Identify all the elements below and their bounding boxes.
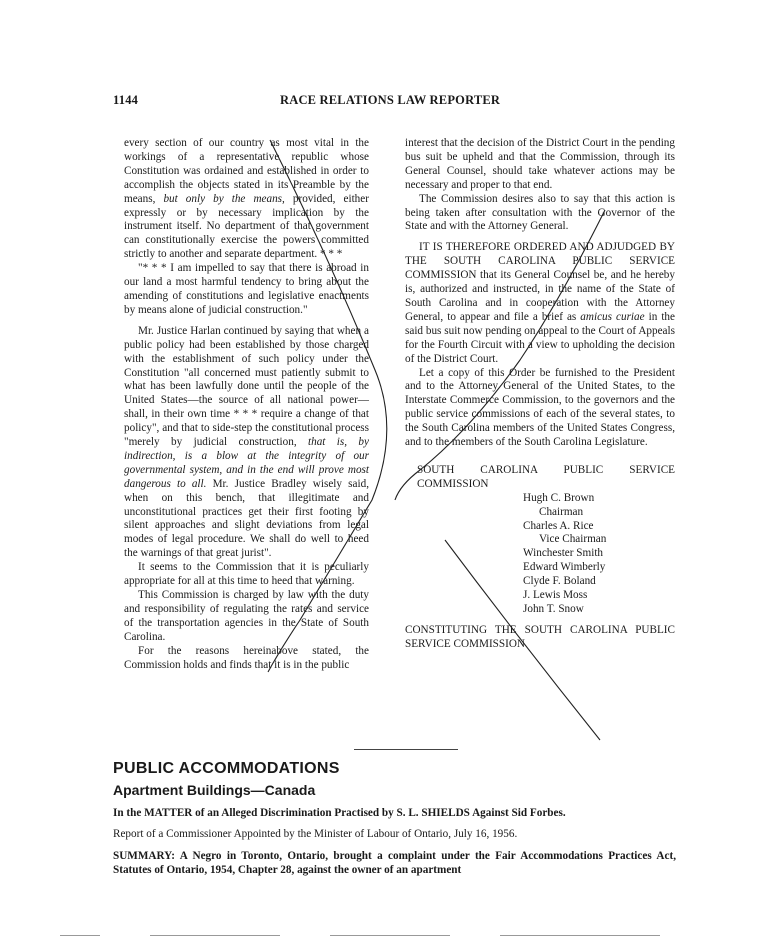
report-line: Report of a Commissioner Appointed by the Minister of Labour of Ontario, July 16, 1956.	[113, 828, 518, 840]
summary-text: A Negro in Toronto, Ontario, brought a complaint under the Fair Accommodations Practices Act, Statutes of Ontario, 1954, Chapter 28, against the owner of an apartment	[113, 850, 676, 876]
summary	[113, 849, 676, 877]
pen-stroke	[445, 540, 600, 740]
scan-mark	[150, 935, 280, 936]
page-number: 1144	[113, 93, 139, 107]
signer-name: Winchester Smith	[523, 547, 604, 560]
divider	[354, 749, 458, 750]
summary-label: SUMMARY:	[113, 850, 175, 862]
paragraph: It seems to the Commission that it is peculiarly appropriate for all at this time to heed that warning.	[124, 561, 369, 588]
paragraph: The Commission desires also to say that this action is being taken after consultation with the Governor of the State and with the Attorney General.	[405, 192, 675, 233]
paragraph: This Commission is charged by law with the duty and responsibility of regulating the rates and service of the transportation agencies in the State of South Carolina.	[124, 589, 369, 643]
signer-title: Chairman	[539, 505, 584, 518]
running-title: RACE RELATIONS LAW REPORTER	[280, 93, 501, 107]
scan-mark	[500, 935, 660, 936]
section-heading: PUBLIC ACCOMMODATIONS	[113, 760, 340, 777]
signer-name: Charles A. Rice	[523, 519, 594, 532]
paragraph: Let a copy of this Order be furnished to the President and to the Attorney General of the United States, to the Interstate Commerce Commission, to the governors and the public service commissions of each of the several states, to the South Carolina members of the United States Congress, and to the members of the South Carolina Legislature.	[405, 366, 675, 449]
scan-mark	[60, 935, 100, 936]
signer-name: Edward Wimberly	[523, 561, 606, 574]
paragraph: Mr. Justice Harlan continued by saying that when a public policy had been established by those charged with the establishment of such policy under the Constitution "all concerned must patiently submit to what has been lawfully done until the people of the United States—the source of all national power—shall, in their own time * * * require a change of that policy", and that to side-step the constitutional process "merely by judicial construction, that is, by indirection, is a blow at the integrity of our governmental system, and in the end will prove most dangerous to all. Mr. Justice Bradley wisely said, when on this bench, that illegitimate and unconstitutional practices get their first footing by silent approaches and slight deviations from legal modes of legal procedure. We shall do well to heed the warnings of that great jurist".	[124, 324, 369, 560]
pen-stroke	[395, 210, 605, 500]
signer-title: Vice Chairman	[539, 533, 607, 546]
scan-mark	[330, 935, 450, 936]
pen-stroke	[268, 140, 387, 672]
paragraph: interest that the decision of the District Court in the pending bus suit be upheld and that the Commission, through its General Counsel, should take whatever actions may be necessary and proper to that end.	[405, 137, 675, 191]
signature-body: SOUTH CAROLINA PUBLIC SERVICE COMMISSION	[417, 463, 675, 490]
paragraph: "* * * I am impelled to say that there is abroad in our land a most harmful tendency to bring about the amending of constitutions and legislative enactments by means alone of judicial construction."	[124, 262, 369, 316]
signer-name: Hugh C. Brown	[523, 491, 595, 504]
constituting-line: CONSTITUTING THE SOUTH CAROLINA PUBLIC SERVICE COMMISSION	[405, 623, 675, 650]
signer-name: John T. Snow	[523, 603, 584, 615]
signer-name: Clyde F. Boland	[523, 575, 596, 588]
signer-name: J. Lewis Moss	[523, 589, 588, 602]
section-subheading: Apartment Buildings—Canada	[113, 782, 316, 798]
paragraph: every section of our country as most vital in the workings of a representative republic whose Constitution was ordained and established in order to accomplish the objects stated in its Preamble by the means, but only by the means, provided, either expressly or by necessary implication by the instrument itself. No department of that government can constitutionally exercise the powers committed strictly to another and separate department. * * *	[124, 137, 369, 261]
paragraph: For the reasons hereinabove stated, the Commission holds and finds that it is in the public	[124, 644, 369, 671]
paragraph: IT IS THEREFORE ORDERED AND ADJUDGED BY THE SOUTH CAROLINA PUBLIC SERVICE COMMISSION that its General Counsel be, and he hereby is, authorized and instructed, in the name of the State of South Carolina and in cooperation with the Attorney General, to appear and file a brief as amicus curiae in the said bus suit now pending on appeal to the Court of Appeals for the Fourth Circuit with a view to upholding the decision of the District Court.	[405, 241, 675, 365]
case-title: In the MATTER of an Alleged Discrimination Practised by S. L. SHIELDS Against Sid Forbes.	[113, 807, 566, 819]
